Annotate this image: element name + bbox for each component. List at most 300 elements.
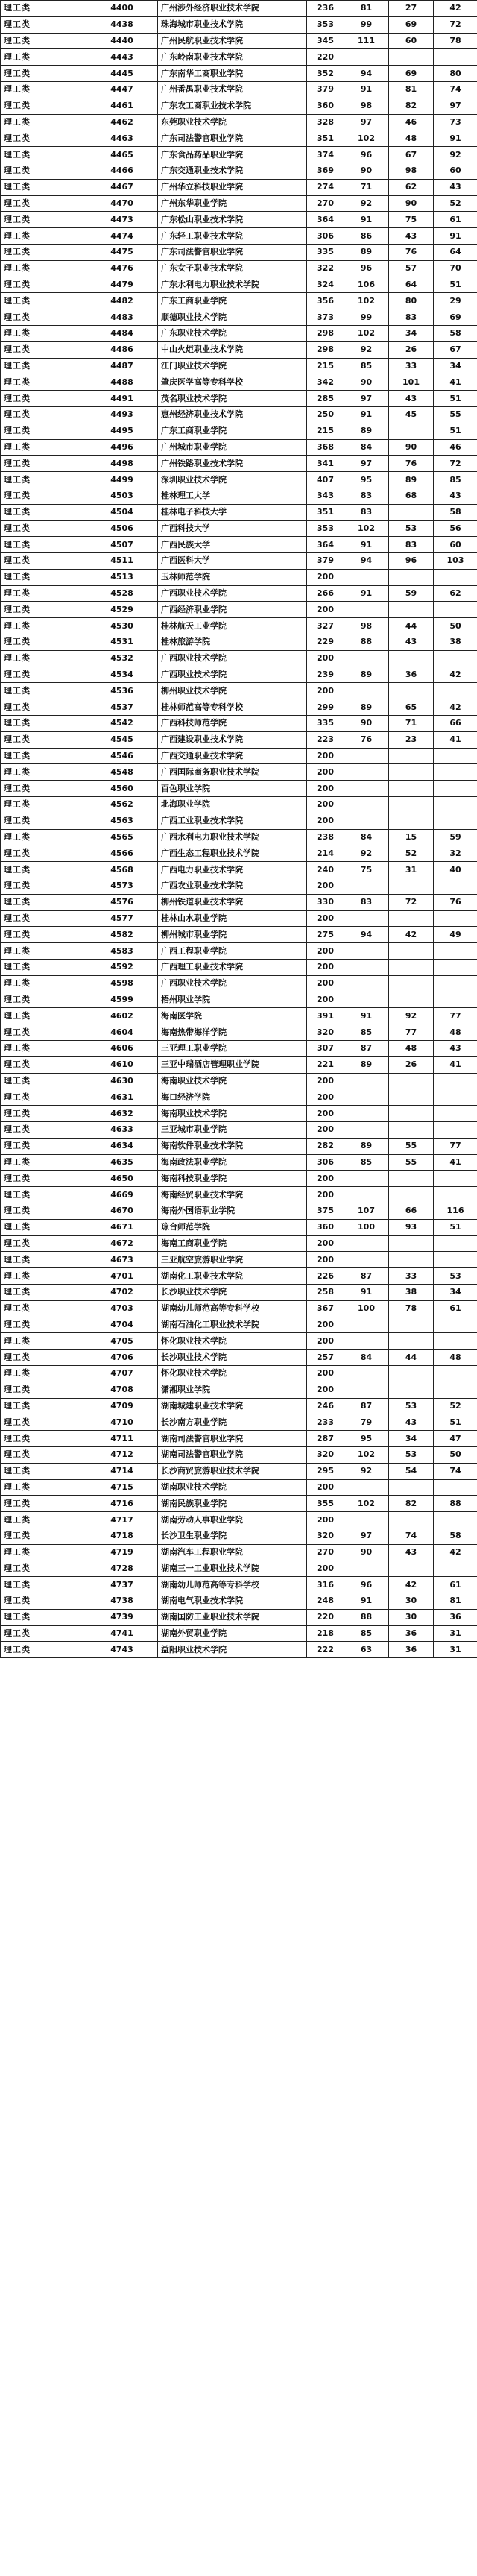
category-cell: 理工类 bbox=[1, 1365, 86, 1382]
category-cell: 理工类 bbox=[1, 1333, 86, 1350]
subject-score-2-cell: 44 bbox=[389, 1350, 434, 1366]
subject-score-1-cell bbox=[344, 1512, 389, 1528]
category-cell: 理工类 bbox=[1, 98, 86, 114]
table-row bbox=[1, 1235, 477, 1252]
school-name-cell: 琼台师范学院 bbox=[158, 1219, 307, 1235]
school-code-cell: 4548 bbox=[86, 764, 158, 781]
school-name-cell: 广州铁路职业技术学院 bbox=[158, 456, 307, 472]
subject-score-3-cell: 77 bbox=[434, 1138, 477, 1154]
table-row bbox=[1, 341, 477, 358]
score-cell: 200 bbox=[307, 1121, 344, 1138]
category-cell: 理工类 bbox=[1, 1024, 86, 1041]
table-row bbox=[1, 81, 477, 98]
subject-score-3-cell: 41 bbox=[434, 731, 477, 748]
subject-score-2-cell: 48 bbox=[389, 1041, 434, 1057]
subject-score-1-cell bbox=[344, 1317, 389, 1333]
score-cell: 295 bbox=[307, 1463, 344, 1479]
school-name-cell: 广西交通职业技术学院 bbox=[158, 748, 307, 764]
table-row bbox=[1, 1382, 477, 1398]
school-code-cell: 4506 bbox=[86, 520, 158, 537]
subject-score-1-cell: 92 bbox=[344, 341, 389, 358]
category-cell: 理工类 bbox=[1, 797, 86, 813]
table-row bbox=[1, 862, 477, 878]
subject-score-2-cell: 33 bbox=[389, 358, 434, 374]
table-row bbox=[1, 748, 477, 764]
score-cell: 364 bbox=[307, 537, 344, 553]
subject-score-3-cell bbox=[434, 1365, 477, 1382]
table-row bbox=[1, 358, 477, 374]
score-cell: 322 bbox=[307, 260, 344, 277]
school-code-cell: 4568 bbox=[86, 862, 158, 878]
subject-score-2-cell: 33 bbox=[389, 1268, 434, 1285]
score-cell: 373 bbox=[307, 309, 344, 326]
school-name-cell: 梧州职业学院 bbox=[158, 992, 307, 1008]
category-cell: 理工类 bbox=[1, 228, 86, 245]
subject-score-3-cell: 85 bbox=[434, 472, 477, 488]
subject-score-2-cell: 36 bbox=[389, 1625, 434, 1642]
school-code-cell: 4465 bbox=[86, 147, 158, 163]
category-cell: 理工类 bbox=[1, 439, 86, 456]
score-cell: 356 bbox=[307, 293, 344, 309]
subject-score-3-cell bbox=[434, 910, 477, 927]
subject-score-2-cell bbox=[389, 992, 434, 1008]
category-cell: 理工类 bbox=[1, 1350, 86, 1366]
subject-score-1-cell bbox=[344, 910, 389, 927]
score-cell: 306 bbox=[307, 228, 344, 245]
subject-score-3-cell: 58 bbox=[434, 325, 477, 341]
subject-score-1-cell: 100 bbox=[344, 1300, 389, 1317]
subject-score-2-cell: 15 bbox=[389, 829, 434, 845]
subject-score-1-cell: 84 bbox=[344, 829, 389, 845]
school-code-cell: 4511 bbox=[86, 553, 158, 570]
subject-score-2-cell: 90 bbox=[389, 439, 434, 456]
subject-score-3-cell: 48 bbox=[434, 1024, 477, 1041]
subject-score-2-cell: 57 bbox=[389, 260, 434, 277]
subject-score-2-cell: 43 bbox=[389, 391, 434, 407]
school-code-cell: 4503 bbox=[86, 488, 158, 504]
subject-score-3-cell: 116 bbox=[434, 1203, 477, 1219]
school-code-cell: 4718 bbox=[86, 1528, 158, 1544]
subject-score-1-cell bbox=[344, 1171, 389, 1187]
table-row bbox=[1, 1187, 477, 1203]
score-cell: 226 bbox=[307, 1268, 344, 1285]
school-name-cell: 桂林理工大学 bbox=[158, 488, 307, 504]
score-cell: 342 bbox=[307, 374, 344, 391]
school-name-cell: 长沙南方职业学院 bbox=[158, 1414, 307, 1431]
subject-score-2-cell: 74 bbox=[389, 1528, 434, 1544]
category-cell: 理工类 bbox=[1, 423, 86, 439]
category-cell: 理工类 bbox=[1, 16, 86, 33]
category-cell: 理工类 bbox=[1, 764, 86, 781]
subject-score-2-cell: 44 bbox=[389, 618, 434, 634]
category-cell: 理工类 bbox=[1, 1138, 86, 1154]
school-code-cell: 4671 bbox=[86, 1219, 158, 1235]
subject-score-2-cell: 76 bbox=[389, 244, 434, 260]
subject-score-3-cell: 49 bbox=[434, 927, 477, 943]
subject-score-3-cell: 72 bbox=[434, 16, 477, 33]
score-cell: 335 bbox=[307, 244, 344, 260]
category-cell: 理工类 bbox=[1, 683, 86, 699]
category-cell: 理工类 bbox=[1, 1625, 86, 1642]
school-code-cell: 4633 bbox=[86, 1121, 158, 1138]
school-name-cell: 广东食品药品职业学院 bbox=[158, 147, 307, 163]
table-row bbox=[1, 114, 477, 130]
subject-score-2-cell: 78 bbox=[389, 1300, 434, 1317]
table-row bbox=[1, 1300, 477, 1317]
score-cell: 215 bbox=[307, 358, 344, 374]
subject-score-1-cell bbox=[344, 992, 389, 1008]
school-name-cell: 广东轻工职业技术学院 bbox=[158, 228, 307, 245]
school-code-cell: 4606 bbox=[86, 1041, 158, 1057]
subject-score-1-cell: 88 bbox=[344, 634, 389, 651]
score-cell: 285 bbox=[307, 391, 344, 407]
subject-score-3-cell: 80 bbox=[434, 66, 477, 82]
score-cell: 200 bbox=[307, 1187, 344, 1203]
score-cell: 200 bbox=[307, 1252, 344, 1268]
school-code-cell: 4487 bbox=[86, 358, 158, 374]
subject-score-2-cell: 46 bbox=[389, 114, 434, 130]
subject-score-2-cell bbox=[389, 1561, 434, 1577]
category-cell: 理工类 bbox=[1, 358, 86, 374]
category-cell: 理工类 bbox=[1, 147, 86, 163]
category-cell: 理工类 bbox=[1, 845, 86, 862]
school-code-cell: 4707 bbox=[86, 1365, 158, 1382]
subject-score-3-cell: 41 bbox=[434, 1154, 477, 1171]
subject-score-1-cell: 71 bbox=[344, 179, 389, 195]
subject-score-2-cell: 75 bbox=[389, 212, 434, 228]
school-code-cell: 4530 bbox=[86, 618, 158, 634]
subject-score-2-cell: 36 bbox=[389, 667, 434, 683]
table-row bbox=[1, 1365, 477, 1382]
score-cell: 298 bbox=[307, 341, 344, 358]
subject-score-2-cell: 30 bbox=[389, 1609, 434, 1625]
score-cell: 220 bbox=[307, 49, 344, 66]
category-cell: 理工类 bbox=[1, 244, 86, 260]
score-cell: 343 bbox=[307, 488, 344, 504]
subject-score-3-cell bbox=[434, 569, 477, 585]
school-code-cell: 4507 bbox=[86, 537, 158, 553]
score-cell: 368 bbox=[307, 439, 344, 456]
subject-score-3-cell bbox=[434, 1073, 477, 1089]
school-name-cell: 湖南石油化工职业技术学院 bbox=[158, 1317, 307, 1333]
category-cell: 理工类 bbox=[1, 1496, 86, 1512]
subject-score-2-cell: 38 bbox=[389, 1284, 434, 1300]
category-cell: 理工类 bbox=[1, 1463, 86, 1479]
table-row bbox=[1, 439, 477, 456]
school-code-cell: 4728 bbox=[86, 1561, 158, 1577]
subject-score-1-cell bbox=[344, 683, 389, 699]
school-name-cell: 广州华立科技职业学院 bbox=[158, 179, 307, 195]
subject-score-3-cell bbox=[434, 650, 477, 667]
subject-score-2-cell bbox=[389, 423, 434, 439]
school-name-cell: 广州涉外经济职业技术学院 bbox=[158, 1, 307, 17]
score-cell: 236 bbox=[307, 1, 344, 17]
table-row bbox=[1, 1268, 477, 1285]
school-name-cell: 海南职业技术学院 bbox=[158, 1073, 307, 1089]
school-code-cell: 4635 bbox=[86, 1154, 158, 1171]
subject-score-2-cell bbox=[389, 504, 434, 520]
table-row bbox=[1, 1512, 477, 1528]
table-row bbox=[1, 1593, 477, 1610]
category-cell: 理工类 bbox=[1, 130, 86, 147]
subject-score-1-cell: 91 bbox=[344, 1593, 389, 1610]
subject-score-1-cell: 91 bbox=[344, 406, 389, 423]
subject-score-3-cell bbox=[434, 797, 477, 813]
subject-score-2-cell bbox=[389, 602, 434, 618]
table-row bbox=[1, 537, 477, 553]
school-name-cell: 广西民族大学 bbox=[158, 537, 307, 553]
subject-score-2-cell: 31 bbox=[389, 862, 434, 878]
subject-score-3-cell: 48 bbox=[434, 1350, 477, 1366]
subject-score-3-cell bbox=[434, 813, 477, 829]
table-row bbox=[1, 1041, 477, 1057]
subject-score-3-cell bbox=[434, 748, 477, 764]
table-row bbox=[1, 667, 477, 683]
score-cell: 200 bbox=[307, 992, 344, 1008]
score-cell: 200 bbox=[307, 650, 344, 667]
subject-score-3-cell: 32 bbox=[434, 845, 477, 862]
school-name-cell: 湖南职业技术学院 bbox=[158, 1479, 307, 1496]
table-row bbox=[1, 1008, 477, 1024]
score-cell: 258 bbox=[307, 1284, 344, 1300]
subject-score-2-cell bbox=[389, 1382, 434, 1398]
score-cell: 307 bbox=[307, 1041, 344, 1057]
category-cell: 理工类 bbox=[1, 1219, 86, 1235]
subject-score-3-cell bbox=[434, 1171, 477, 1187]
subject-score-1-cell: 97 bbox=[344, 1528, 389, 1544]
school-code-cell: 4573 bbox=[86, 878, 158, 895]
score-cell: 200 bbox=[307, 1333, 344, 1350]
category-cell: 理工类 bbox=[1, 49, 86, 66]
category-cell: 理工类 bbox=[1, 1642, 86, 1658]
table-row bbox=[1, 98, 477, 114]
table-row bbox=[1, 764, 477, 781]
subject-score-1-cell bbox=[344, 1106, 389, 1122]
school-name-cell: 广东女子职业技术学院 bbox=[158, 260, 307, 277]
subject-score-3-cell bbox=[434, 1106, 477, 1122]
subject-score-3-cell: 51 bbox=[434, 423, 477, 439]
school-code-cell: 4599 bbox=[86, 992, 158, 1008]
subject-score-2-cell bbox=[389, 1317, 434, 1333]
score-cell: 200 bbox=[307, 1106, 344, 1122]
subject-score-2-cell bbox=[389, 1106, 434, 1122]
school-code-cell: 4719 bbox=[86, 1544, 158, 1561]
table-row bbox=[1, 960, 477, 976]
table-row bbox=[1, 406, 477, 423]
table-row bbox=[1, 33, 477, 49]
subject-score-3-cell: 58 bbox=[434, 1528, 477, 1544]
school-code-cell: 4739 bbox=[86, 1609, 158, 1625]
subject-score-2-cell bbox=[389, 975, 434, 992]
school-code-cell: 4703 bbox=[86, 1300, 158, 1317]
subject-score-1-cell bbox=[344, 764, 389, 781]
subject-score-1-cell: 97 bbox=[344, 456, 389, 472]
school-name-cell: 湖南司法警官职业学院 bbox=[158, 1446, 307, 1463]
table-row bbox=[1, 472, 477, 488]
subject-score-3-cell bbox=[434, 992, 477, 1008]
school-name-cell: 东莞职业技术学院 bbox=[158, 114, 307, 130]
subject-score-3-cell bbox=[434, 943, 477, 960]
subject-score-2-cell: 69 bbox=[389, 66, 434, 82]
school-code-cell: 4576 bbox=[86, 894, 158, 910]
school-code-cell: 4531 bbox=[86, 634, 158, 651]
table-row bbox=[1, 130, 477, 147]
subject-score-3-cell: 69 bbox=[434, 309, 477, 326]
subject-score-3-cell: 55 bbox=[434, 406, 477, 423]
school-name-cell: 玉林师范学院 bbox=[158, 569, 307, 585]
score-cell: 375 bbox=[307, 1203, 344, 1219]
table-row bbox=[1, 975, 477, 992]
school-name-cell: 海南热带海洋学院 bbox=[158, 1024, 307, 1041]
subject-score-3-cell bbox=[434, 1187, 477, 1203]
score-cell: 200 bbox=[307, 813, 344, 829]
score-cell: 214 bbox=[307, 845, 344, 862]
category-cell: 理工类 bbox=[1, 406, 86, 423]
subject-score-2-cell: 34 bbox=[389, 1431, 434, 1447]
subject-score-3-cell: 77 bbox=[434, 1008, 477, 1024]
school-name-cell: 广东司法警官职业学院 bbox=[158, 244, 307, 260]
score-cell: 275 bbox=[307, 927, 344, 943]
subject-score-3-cell: 64 bbox=[434, 244, 477, 260]
subject-score-2-cell: 48 bbox=[389, 130, 434, 147]
category-cell: 理工类 bbox=[1, 1121, 86, 1138]
table-row bbox=[1, 716, 477, 732]
subject-score-3-cell: 43 bbox=[434, 1041, 477, 1057]
school-name-cell: 百色职业学院 bbox=[158, 781, 307, 797]
subject-score-2-cell bbox=[389, 1073, 434, 1089]
subject-score-3-cell: 91 bbox=[434, 228, 477, 245]
subject-score-1-cell bbox=[344, 1561, 389, 1577]
subject-score-2-cell: 77 bbox=[389, 1024, 434, 1041]
subject-score-2-cell: 60 bbox=[389, 33, 434, 49]
school-code-cell: 4462 bbox=[86, 114, 158, 130]
school-code-cell: 4743 bbox=[86, 1642, 158, 1658]
score-cell: 327 bbox=[307, 618, 344, 634]
table-row bbox=[1, 1219, 477, 1235]
category-cell: 理工类 bbox=[1, 341, 86, 358]
subject-score-2-cell: 26 bbox=[389, 341, 434, 358]
score-cell: 364 bbox=[307, 212, 344, 228]
subject-score-3-cell: 34 bbox=[434, 358, 477, 374]
subject-score-1-cell: 102 bbox=[344, 1496, 389, 1512]
score-cell: 200 bbox=[307, 1073, 344, 1089]
category-cell: 理工类 bbox=[1, 1171, 86, 1187]
subject-score-2-cell bbox=[389, 1252, 434, 1268]
table-row bbox=[1, 1089, 477, 1106]
table-row bbox=[1, 277, 477, 293]
table-row bbox=[1, 813, 477, 829]
score-cell: 200 bbox=[307, 1235, 344, 1252]
school-code-cell: 4602 bbox=[86, 1008, 158, 1024]
school-code-cell: 4702 bbox=[86, 1284, 158, 1300]
school-code-cell: 4493 bbox=[86, 406, 158, 423]
subject-score-1-cell: 85 bbox=[344, 1625, 389, 1642]
subject-score-3-cell: 73 bbox=[434, 114, 477, 130]
subject-score-3-cell bbox=[434, 975, 477, 992]
school-name-cell: 三亚理工职业学院 bbox=[158, 1041, 307, 1057]
subject-score-1-cell: 102 bbox=[344, 293, 389, 309]
subject-score-1-cell: 87 bbox=[344, 1041, 389, 1057]
school-name-cell: 广东水利电力职业技术学院 bbox=[158, 277, 307, 293]
subject-score-1-cell bbox=[344, 1121, 389, 1138]
table-row bbox=[1, 1431, 477, 1447]
subject-score-3-cell: 78 bbox=[434, 33, 477, 49]
school-code-cell: 4592 bbox=[86, 960, 158, 976]
school-name-cell: 湖南外贸职业学院 bbox=[158, 1625, 307, 1642]
category-cell: 理工类 bbox=[1, 781, 86, 797]
category-cell: 理工类 bbox=[1, 472, 86, 488]
subject-score-2-cell: 36 bbox=[389, 1642, 434, 1658]
school-name-cell: 广西国际商务职业技术学院 bbox=[158, 764, 307, 781]
subject-score-1-cell: 98 bbox=[344, 618, 389, 634]
subject-score-3-cell bbox=[434, 1512, 477, 1528]
category-cell: 理工类 bbox=[1, 179, 86, 195]
school-name-cell: 江门职业技术学院 bbox=[158, 358, 307, 374]
subject-score-1-cell: 91 bbox=[344, 1008, 389, 1024]
table-row bbox=[1, 1252, 477, 1268]
score-cell: 287 bbox=[307, 1431, 344, 1447]
subject-score-2-cell: 34 bbox=[389, 325, 434, 341]
table-row bbox=[1, 1073, 477, 1089]
school-code-cell: 4705 bbox=[86, 1333, 158, 1350]
subject-score-3-cell: 58 bbox=[434, 504, 477, 520]
score-cell: 240 bbox=[307, 862, 344, 878]
category-cell: 理工类 bbox=[1, 66, 86, 82]
subject-score-2-cell bbox=[389, 1235, 434, 1252]
score-cell: 200 bbox=[307, 1561, 344, 1577]
category-cell: 理工类 bbox=[1, 602, 86, 618]
category-cell: 理工类 bbox=[1, 1300, 86, 1317]
subject-score-2-cell: 43 bbox=[389, 634, 434, 651]
table-row bbox=[1, 374, 477, 391]
school-name-cell: 柳州铁道职业技术学院 bbox=[158, 894, 307, 910]
subject-score-2-cell bbox=[389, 910, 434, 927]
subject-score-1-cell: 91 bbox=[344, 212, 389, 228]
category-cell: 理工类 bbox=[1, 33, 86, 49]
school-name-cell: 广西水利电力职业技术学院 bbox=[158, 829, 307, 845]
subject-score-3-cell: 51 bbox=[434, 1414, 477, 1431]
subject-score-2-cell: 69 bbox=[389, 16, 434, 33]
table-row bbox=[1, 618, 477, 634]
subject-score-2-cell: 43 bbox=[389, 228, 434, 245]
subject-score-3-cell: 81 bbox=[434, 1593, 477, 1610]
category-cell: 理工类 bbox=[1, 277, 86, 293]
subject-score-1-cell: 91 bbox=[344, 81, 389, 98]
subject-score-1-cell: 91 bbox=[344, 1284, 389, 1300]
school-code-cell: 4632 bbox=[86, 1106, 158, 1122]
score-cell: 200 bbox=[307, 910, 344, 927]
school-name-cell: 湖南化工职业技术学院 bbox=[158, 1268, 307, 1285]
subject-score-1-cell: 76 bbox=[344, 731, 389, 748]
school-name-cell: 广西农业职业技术学院 bbox=[158, 878, 307, 895]
school-name-cell: 广东工商职业学院 bbox=[158, 423, 307, 439]
category-cell: 理工类 bbox=[1, 862, 86, 878]
school-code-cell: 4443 bbox=[86, 49, 158, 66]
school-code-cell: 4499 bbox=[86, 472, 158, 488]
subject-score-2-cell bbox=[389, 1479, 434, 1496]
subject-score-3-cell bbox=[434, 1561, 477, 1577]
score-cell: 391 bbox=[307, 1008, 344, 1024]
category-cell: 理工类 bbox=[1, 927, 86, 943]
subject-score-1-cell: 94 bbox=[344, 553, 389, 570]
table-row bbox=[1, 1544, 477, 1561]
subject-score-1-cell: 84 bbox=[344, 439, 389, 456]
school-name-cell: 湖南国防工业职业技术学院 bbox=[158, 1609, 307, 1625]
subject-score-1-cell bbox=[344, 878, 389, 895]
school-name-cell: 广州东华职业学院 bbox=[158, 195, 307, 212]
table-row bbox=[1, 781, 477, 797]
score-cell: 200 bbox=[307, 797, 344, 813]
